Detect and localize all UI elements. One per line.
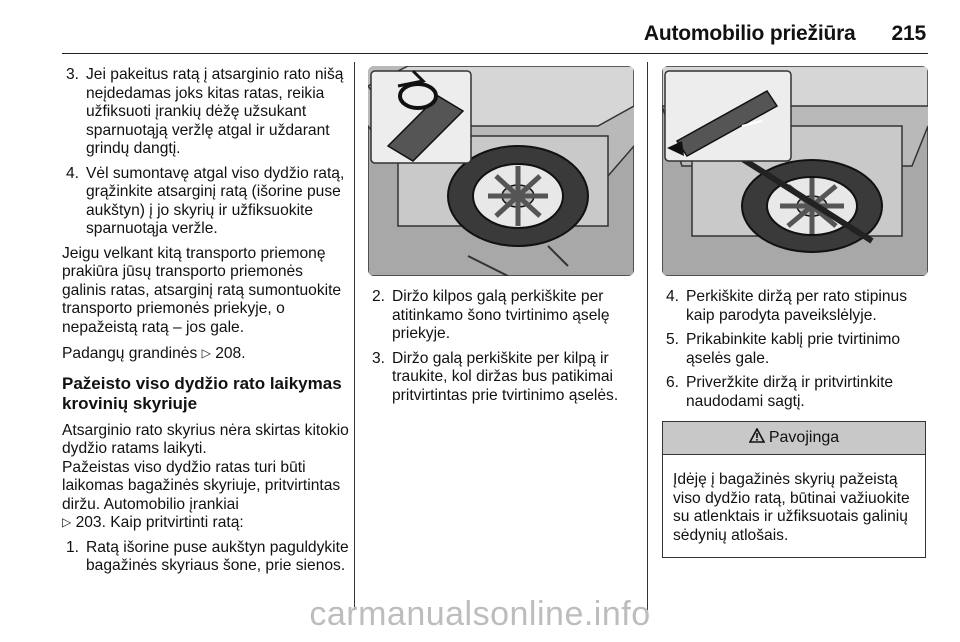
list-item: [368, 288, 636, 344]
page-number: 215: [891, 22, 926, 45]
step-text: Prikabinkite kablį prie tvirtinimo ąselės gale.: [686, 331, 901, 367]
paragraph: [62, 459, 349, 533]
steps-list-bottom: [62, 539, 349, 576]
column-2: [368, 66, 636, 411]
cross-reference[interactable]: [62, 345, 349, 364]
trunk-strap-illustration: [368, 66, 634, 276]
watermark: carmanualsonline.info: [309, 595, 651, 633]
step-text: Diržo galą perkiškite per kilpą ir traukite, kol diržas bus patikimai pritvirtintas prie tvirtinimo ąselės.: [392, 349, 619, 404]
page-header: [644, 22, 926, 46]
steps-list: [662, 288, 928, 411]
steps-list-top: [62, 66, 349, 239]
step-text: Jei pakeitus ratą į atsarginio rato nišą neįdedamas joks kitas ratas, reikia užfiksuoti įrankių dėžę užsukant sparnuotąją veržlę atgal ir uždarant grindų dangtį.: [86, 66, 344, 157]
list-item: [62, 165, 349, 239]
step-text: Perkiškite diržą per rato stipinus kaip parodyta paveikslėlyje.: [686, 288, 908, 324]
warning-text: Įdėję į bagažinės skyrių pažeistą viso dydžio ratą, būtinai važiuokite su atlenktais ir užfiksuotais galinių sėdynių atlošais.: [673, 471, 910, 544]
warning-header: [663, 422, 925, 455]
triangle-right-icon: ▷: [62, 515, 72, 529]
list-item: [62, 539, 349, 576]
warning-triangle-icon: [749, 428, 765, 448]
step-number: 5.: [666, 331, 680, 348]
column-1: [62, 66, 349, 582]
header-rule: [62, 53, 928, 54]
list-item: [662, 331, 928, 368]
steps-list: [368, 288, 636, 405]
list-item: [62, 66, 349, 159]
warning-box: [662, 421, 926, 558]
step-text: Diržo kilpos galą perkiškite per atitinkamo šono tvirtinimo ąselę priekyje.: [392, 288, 610, 342]
paragraph-text: Pažeistas viso dydžio ratas turi būti laikomas bagažinės skyriuje, pritvirtintas diržu. Automobilio įrankiai: [62, 458, 341, 513]
list-item: [662, 374, 928, 411]
step-text: Priveržkite diržą ir pritvirtinkite naudodami sagtį.: [686, 374, 894, 410]
step-number: 2.: [372, 288, 386, 305]
paragraph-text: Kaip pritvirtinti ratą:: [110, 514, 244, 531]
column-divider: [354, 62, 355, 610]
column-divider: [647, 62, 648, 610]
paragraph: Jeigu velkant kitą transporto priemonę prakiūra jūsų transporto priemonės galinis ratas, atsarginį ratą sumontuokite transporto priemonės priekyje, o nepažeistą ratą – jos gale.: [62, 244, 342, 336]
step-number: 1.: [66, 538, 80, 556]
list-item: [662, 288, 928, 325]
list-item: [368, 350, 636, 406]
triangle-right-icon: ▷: [201, 346, 211, 360]
reference-text: Padangų grandinės: [62, 345, 198, 362]
step-number: 6.: [666, 374, 680, 391]
step-number: 3.: [372, 349, 386, 367]
step-number: 4.: [666, 288, 680, 305]
reference-page: 208.: [215, 345, 246, 362]
step-text: Vėl sumontavę atgal viso dydžio ratą, grąžinkite atsarginį ratą (išorine puse aukštyn) į jo skyrių ir užfiksuokite sparnuotąja veržle.: [86, 164, 345, 237]
reference-page[interactable]: 203.: [75, 514, 106, 531]
section-title: Automobilio priežiūra: [643, 22, 856, 45]
paragraph: Atsarginio rato skyrius nėra skirtas kitokio dydžio ratams laikyti.: [62, 421, 349, 457]
wheel-strap-illustration: [662, 66, 928, 276]
step-number: 4.: [66, 164, 80, 182]
step-number: 3.: [66, 66, 80, 83]
step-text: Ratą išorine puse aukštyn paguldykite bagažinės skyriaus šone, prie sienos.: [86, 538, 349, 574]
column-3: [662, 66, 928, 558]
subheading: Pažeisto viso dydžio rato laikymas krovinių skyriuje: [62, 373, 342, 413]
warning-title: Pavojinga: [768, 429, 840, 446]
